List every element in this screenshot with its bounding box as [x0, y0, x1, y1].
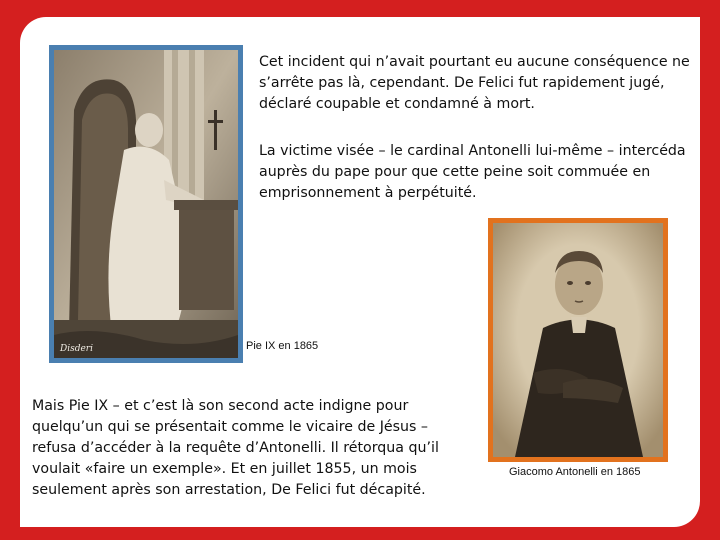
paragraph-death-sentence: Cet incident qui n’avait pourtant eu aucune conséquence ne s’arrête pas là, cependant. De Felici fut rapidement jugé, déclaré coupable et condamné à mort.	[259, 54, 690, 112]
caption-antonelli: Giacomo Antonelli en 1865	[509, 466, 641, 478]
paragraph-execution: Mais Pie IX – et c’est là son second acte indigne pour quelqu’un qui se présentait comme le vicaire de Jésus – refusa d’accéder à la requête d’Antonelli. Il rétorqua qu’il voulait «faire un exemple». Et en juillet 1855, un mois seulement après son arrestation, De Felici fut décapité.	[32, 398, 439, 498]
photo-signature: Disderi	[60, 344, 93, 354]
pope-photo	[49, 45, 243, 363]
caption-pope: Pie IX en 1865	[246, 340, 319, 352]
antonelli-photo	[488, 218, 668, 462]
pope-photo-image	[54, 50, 238, 358]
antonelli-photo-image	[493, 223, 663, 457]
paragraph-antonelli-intercession: La victime visée – le cardinal Antonelli lui-même – intercéda auprès du pape pour que cette peine soit commuée en emprisonnement à perpétuité.	[259, 143, 686, 201]
